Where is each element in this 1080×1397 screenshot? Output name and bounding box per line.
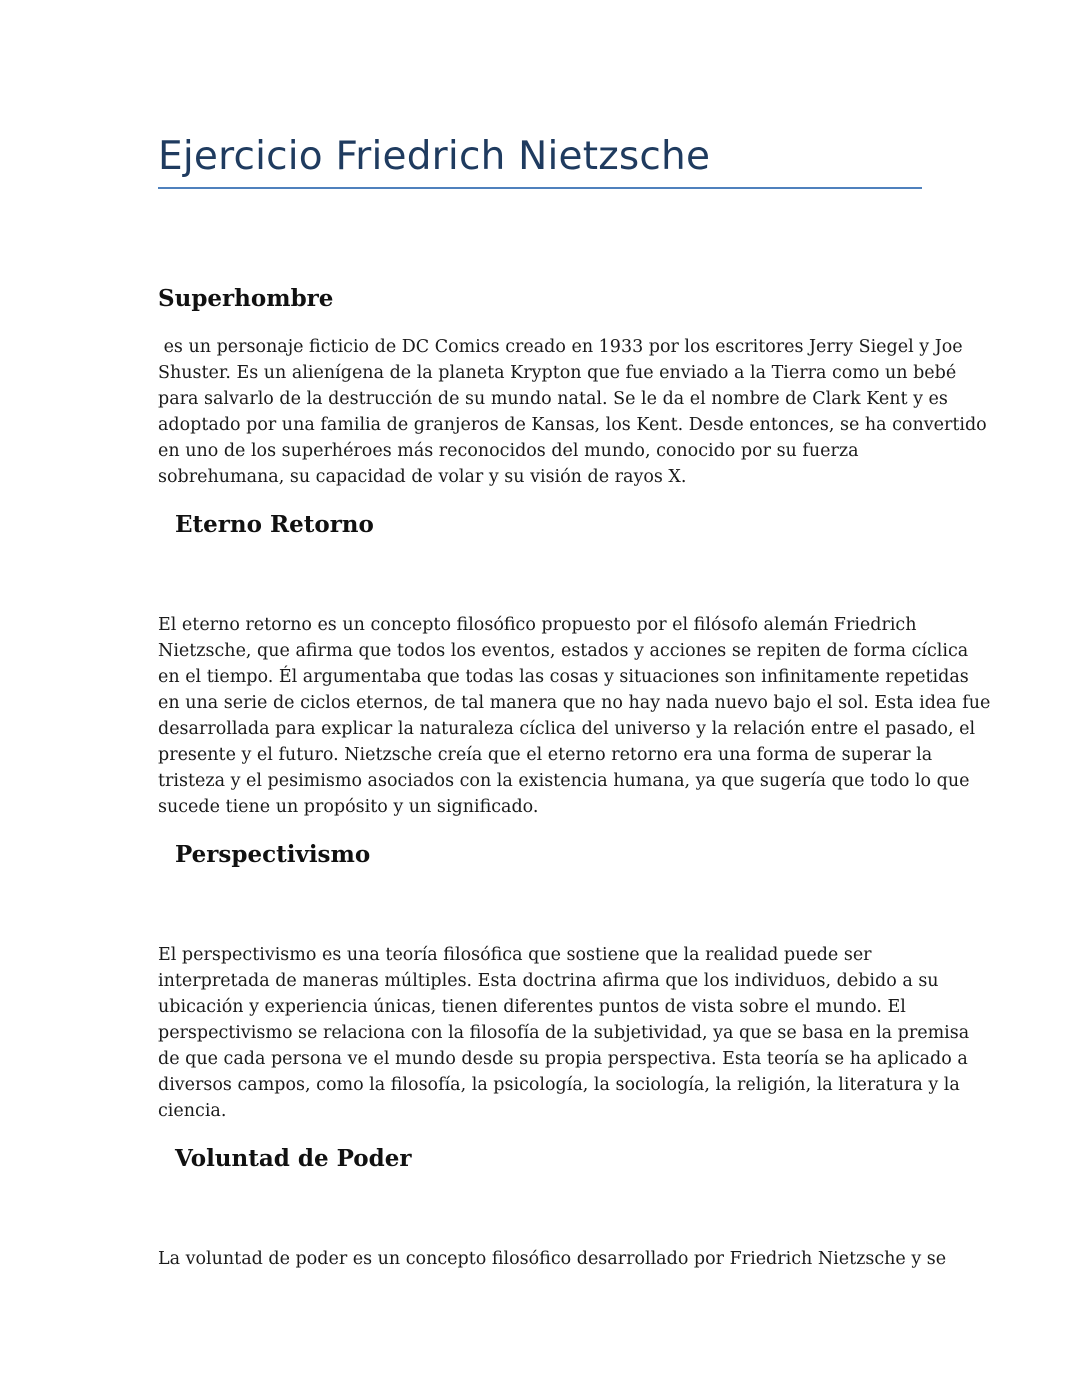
paragraph-line: perspectivismo se relaciona con la filosofía de la subjetividad, ya que se basa en la premisa	[158, 1023, 970, 1043]
paragraph-line: ciencia.	[158, 1101, 227, 1121]
paragraph-line: Nietzsche, que afirma que todos los eventos, estados y acciones se repiten de forma cíclica	[158, 641, 969, 661]
paragraph-line: Shuster. Es un alienígena de la planeta Krypton que fue enviado a la Tierra como un bebé	[158, 363, 957, 383]
paragraph-line: presente y el futuro. Nietzsche creía que el eterno retorno era una forma de superar la	[158, 745, 933, 765]
section-heading-perspectivismo: Perspectivismo	[175, 841, 371, 868]
paragraph-eterno-retorno	[158, 612, 991, 820]
paragraph-line: tristeza y el pesimismo asociados con la existencia humana, ya que sugería que todo lo que	[158, 771, 970, 791]
paragraph-line: en una serie de ciclos eternos, de tal manera que no hay nada nuevo bajo el sol. Esta idea fue	[158, 693, 991, 713]
paragraph-line: desarrollada para explicar la naturaleza cíclica del universo y la relación entre el pasado, el	[158, 719, 976, 739]
title-underline	[158, 187, 922, 189]
paragraph-line: sucede tiene un propósito y un significado.	[158, 797, 539, 817]
paragraph-line: El perspectivismo es una teoría filosófica que sostiene que la realidad puede ser	[158, 945, 872, 965]
paragraph-line: adoptado por una familia de granjeros de Kansas, los Kent. Desde entonces, se ha convertido	[158, 415, 987, 435]
paragraph-line: para salvarlo de la destrucción de su mundo natal. Se le da el nombre de Clark Kent y es	[158, 389, 948, 409]
paragraph-voluntad-de-poder	[158, 1246, 947, 1272]
paragraph-perspectivismo	[158, 942, 970, 1124]
section-heading-superhombre: Superhombre	[158, 285, 334, 312]
paragraph-line: interpretada de maneras múltiples. Esta doctrina afirma que los individuos, debido a su	[158, 971, 939, 991]
document-title: Ejercicio Friedrich Nietzsche	[158, 134, 711, 179]
paragraph-line: ubicación y experiencia únicas, tienen diferentes puntos de vista sobre el mundo. El	[158, 997, 906, 1017]
paragraph-line: de que cada persona ve el mundo desde su propia perspectiva. Esta teoría se ha aplicado a	[158, 1049, 968, 1069]
section-heading-voluntad-de-poder: Voluntad de Poder	[175, 1145, 412, 1172]
paragraph-line: en uno de los superhéroes más reconocidos del mundo, conocido por su fuerza	[158, 441, 859, 461]
paragraph-line: La voluntad de poder es un concepto filosófico desarrollado por Friedrich Nietzsche y se	[158, 1249, 947, 1269]
section-heading-eterno-retorno: Eterno Retorno	[175, 511, 374, 538]
paragraph-line: en el tiempo. Él argumentaba que todas las cosas y situaciones son infinitamente repetidas	[158, 667, 969, 687]
paragraph-line: sobrehumana, su capacidad de volar y su visión de rayos X.	[158, 467, 687, 487]
paragraph-line: El eterno retorno es un concepto filosófico propuesto por el filósofo alemán Friedrich	[158, 615, 917, 635]
paragraph-superhombre	[158, 334, 987, 490]
paragraph-line: es un personaje ficticio de DC Comics creado en 1933 por los escritores Jerry Siegel y Joe	[158, 337, 963, 357]
paragraph-line: diversos campos, como la filosofía, la psicología, la sociología, la religión, la literatura y la	[158, 1075, 960, 1095]
